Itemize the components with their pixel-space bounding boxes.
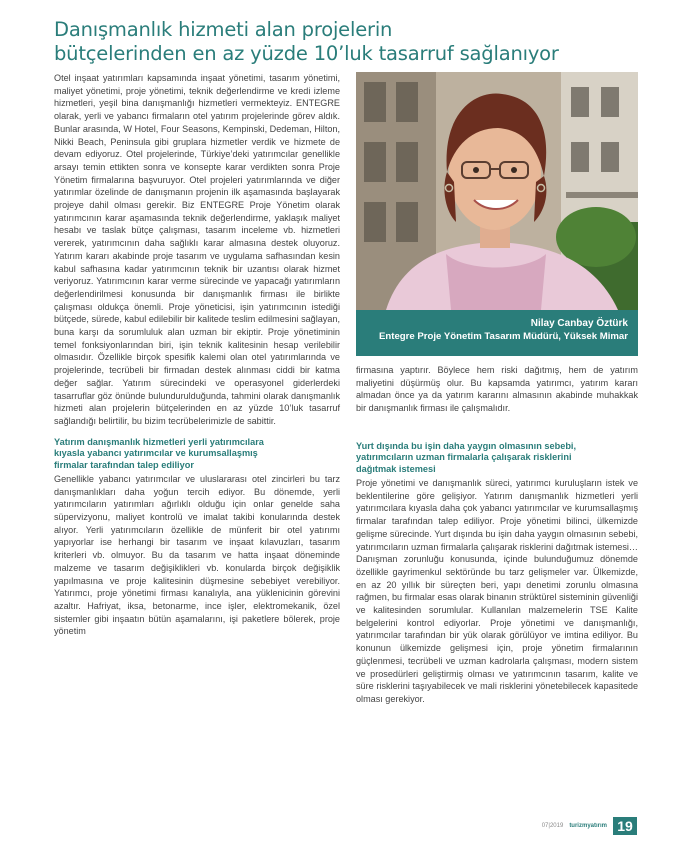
right-column (356, 364, 638, 706)
issue-date: 07|2019 (541, 823, 564, 829)
page-footer (542, 817, 637, 835)
section1-heading-line: Yatırım danışmanlık hizmetleri yerli yatırımcılara (54, 436, 264, 447)
caption-role: Entegre Proje Yönetim Tasarım Müdürü, Yüksek Mimar (379, 331, 628, 342)
section1-paragraph: Genellikle yabancı yatırımcılar ve uluslararası otel zincirleri bu tarz danışmanlıkları daha yoğun tercih ediyor. Bu dönemde, yerli yatırımcıların yatırımları ağırlıklı olduğu için onlar genelde saha süpervizyonu, maliyet kontrolü ve imalat takibi konularında destek alıyor. Yerli yatırımcıların özellikle de münferit bir otel yatırımı yapıyorlar ise herhangi bir tasarım ve inşaat kılavuzları, tasarım kriterleri vb. olmuyor. Bu da tasarım ve hatta inşaat döneminde malzeme ve tasarım değişiklikleri vb. konularda birçok değişiklik yapılmasına ve proje kalitesinin düşmesine sebebiyet verebiliyor. Yatırımcı, proje yönetimi firması kanalıyla, ana yüklenicinin görevini azaltır. Hafriyat, iksa, betonarme, ince işler, elektromekanik, özel sistemler gibi inşaatın bütün aşamalarını, işi paketlere bölerek, proje yönetim (54, 473, 340, 637)
article-title-line-1: Danışmanlık hizmeti alan projelerin (54, 18, 393, 41)
article-title-line-2: bütçelerinden en az yüzde 10’luk tasarruf sağlanıyor (54, 42, 559, 65)
portrait-illustration (356, 72, 638, 310)
section1-heading-line: kıyasla yabancı yatırımcılar ve kurumsallaşmış (54, 448, 258, 459)
intro-paragraph: Otel inşaat yatırımları kapsamında inşaat yönetimi, tasarım yönetimi, maliyet yönetimi, proje yönetimi, teknik değerlendirme ve kredi izleme hizmetleri, yeşil bina danışmanlığı hizmetleri vermekteyiz. ENTEGRE olarak, yerli ve yabancı firmaların otel yatırım projelerinde görev aldık. Bunlar arasında, W Hotel, Four Seasons, Kempinski, Dedeman, Hilton, Nikki Beach, Peninsula gibi gruplara hizmetler verdik ve hizmete de devam ediyoruz. Otel projelerinde, Türkiye’deki yatırımcılar genellikle arsayı temin ettikten sonra ve konsepte karar verdikten sonra Proje Yönetim firmalarına başvuruyor. Otel projeleri yatırımlarında ve diğer yatırımlar özelinde de danışmanın projenin ilk aşamasında başlayarak projeye dahil olması gerekir. Biz ENTEGRE Proje Yönetim olarak yatırımcının karar aşamasında teknik değerlendirme, yaklaşık maliyet hesabı ve taslak bütçe çalışması, tasarım inceleme vb. hizmetleri vererek, yatırımcının daha sağlıklı karar almasına destek oluyoruz. Yatırım kararı akabinde proje tasarım ve uygulama safhasından kesin kabul safhasına kadar yatırımcının teknik bir uzantısı olarak hizmet veriyoruz. Yatırımcının karar verme sürecinde ve yapacağı yatırımların değerlendirilmesi konusunda bir danışmanlık firması ile birlikte çalışması oldukça önemli. Proje yöneticisi, işin yatırımcının istediği bütçede, sürede, kabul edilebilir bir kalitede teslim edilmesini sağlayan, buna karşı da sorumluluk alan uzman bir ekiptir. Proje yönetiminin temel fonksiyonlarından biri, işin teknik kalitesinin hesap verilebilir olmasıdır. Özellikle birçok spesifik kalemi olan otel yatırımlarında ve projelerinde, tecrübeli bir firmadan destek alınması ciddi bir katma değer sağlar. Yatırım sürecindeki ve operasyonel giderlerdeki tasarruflar göz önünde bulundurulduğunda, tahmini olarak danışmanlık hizmeti alan projelerin bütçelerinden en az yüzde 10’luk tasarruf sağlandığı belirtilir, bu bizim tecrübelerimizle de sabittir. (54, 73, 340, 426)
section2-heading-line: yatırımcıların uzman firmalarla çalışarak risklerini (356, 452, 572, 463)
caption-name: Nilay Canbay Öztürk (530, 318, 628, 329)
page-number: 19 (613, 817, 637, 835)
left-column (54, 72, 340, 638)
photo-caption (356, 310, 638, 356)
section1-continued-paragraph: firmasına yaptırır. Böylece hem riski dağıtmış, hem de yatırım maliyetini düşürmüş olur. Bu kapsamda yatırımcı, yatırım kararı almadan önce ya da yatırım kararını almasının akabinde muhakkak bir danışmanlık firması ile çalışmalıdır. (356, 365, 638, 414)
section2-heading-line: dağıtmak istemesi (356, 463, 436, 474)
section1-heading (54, 437, 340, 471)
section1-heading-line: firmalar tarafından talep ediliyor (54, 459, 194, 470)
section2-heading-line: Yurt dışında bu işin daha yaygın olmasının sebebi, (356, 440, 577, 451)
article-title (54, 18, 654, 66)
section2-heading (356, 441, 638, 475)
section2-paragraph: Proje yönetimi ve danışmanlık süreci, yatırımcı kuruluşların istek ve beklentilerine göre gelişiyor. Yatırım danışmanlık hizmetleri yerli yatırımcılara kıyasla daha çok yabancı yatırımcılar ve kurumsallaşmış firmalar tarafından talep ediliyor. Proje yönetimi bilinci, ülkemizde gelişme sürecinde. Yurt dışında bu işin daha yaygın olmasının sebebi, yatırımcıların uzman firmalarla çalışarak risklerini dağıtmak istemesi… Danışman zorunluğu konusunda, içinde bulunduğumuz dönemde özellikle gayrimenkul sektöründe bu tarz gelişmeler var. Ülkemizde, en az 20 yıllık bir süreçten beri, yapı denetimi zorunlu olmasına rağmen, bu firmalar esas olarak binanın strüktürel sisteminin güvenliği ve kalitesinden sorumlular. Kullanılan malzemelerin TSE Kalite belgelerini kontrol ediyorlar. Proje yönetimi ve danışmanlığı, yatırımcılar tarafından bir yük olarak görülüyor ve imtina ediliyor. Bu konunun ülkemizde gelişmesi için, proje yönetim firmalarının güçlenmesi, tecrübeli ve uzman kadrolarla çalışması, modern sistem ve prosedürleri geliştirmiş olması ve yatırımcının tasarım, kalite ve süre risklerini taşıyabilecek ve mali risklerini yönetebilecek kapasitede olması gerekiyor. (356, 478, 638, 704)
portrait-photo (356, 72, 638, 310)
magazine-brand: turizmyatırım (569, 823, 607, 829)
